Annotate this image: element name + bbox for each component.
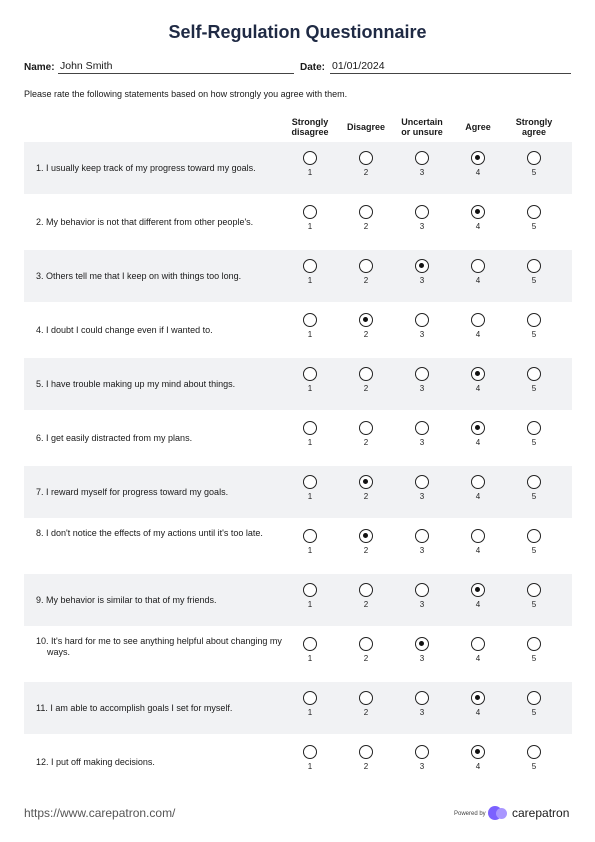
radio-icon[interactable] [527,745,541,759]
rating-option-5 [519,583,549,609]
rating-number: 3 [419,438,425,447]
column-header-1 [280,117,340,137]
rating-option-5 [519,151,549,177]
rating-option-5 [519,205,549,231]
column-header-2 [336,122,396,132]
rating-option-2 [351,475,381,501]
radio-icon[interactable] [527,475,541,489]
radio-icon[interactable] [303,583,317,597]
rating-number: 3 [419,222,425,231]
radio-icon[interactable] [303,367,317,381]
rating-option-1 [295,313,325,339]
radio-icon[interactable] [527,259,541,273]
question-text: 11. I am able to accomplish goals I set for myself. [36,703,233,713]
rating-number: 3 [419,330,425,339]
rating-number: 2 [363,330,369,339]
radio-icon[interactable] [527,151,541,165]
rating-option-4 [463,745,493,771]
rating-number: 5 [531,384,537,393]
rating-option-3 [407,313,437,339]
radio-icon[interactable] [303,259,317,273]
rating-option-2 [351,637,381,663]
radio-icon[interactable] [415,367,429,381]
rating-number: 5 [531,762,537,771]
radio-icon[interactable] [359,205,373,219]
rating-number: 1 [307,222,313,231]
rating-option-1 [295,205,325,231]
rating-option-5 [519,421,549,447]
rating-option-3 [407,421,437,447]
rating-number: 3 [419,762,425,771]
radio-icon[interactable] [471,475,485,489]
rating-number: 1 [307,708,313,717]
rating-number: 4 [475,222,481,231]
radio-selected-icon[interactable] [471,745,485,759]
radio-icon[interactable] [359,583,373,597]
rating-number: 5 [531,492,537,501]
rating-number: 1 [307,384,313,393]
radio-icon[interactable] [359,745,373,759]
radio-selected-icon[interactable] [359,529,373,543]
rating-number: 3 [419,708,425,717]
radio-selected-icon[interactable] [471,205,485,219]
rating-option-5 [519,475,549,501]
rating-number: 4 [475,654,481,663]
radio-icon[interactable] [527,421,541,435]
rating-option-4 [463,421,493,447]
radio-selected-icon[interactable] [415,637,429,651]
instructions: Please rate the following statements based on how strongly you agree with them. [24,89,348,99]
rating-number: 5 [531,168,537,177]
question-row [24,466,572,518]
radio-selected-icon[interactable] [359,313,373,327]
radio-icon[interactable] [471,259,485,273]
name-line[interactable] [58,60,294,74]
radio-icon[interactable] [303,529,317,543]
rating-option-3 [407,691,437,717]
rating-option-1 [295,691,325,717]
rating-option-4 [463,475,493,501]
radio-icon[interactable] [471,529,485,543]
question-text: 5. I have trouble making up my mind about things. [36,379,236,389]
date-value: 01/01/2024 [332,60,385,72]
rating-number: 4 [475,168,481,177]
rating-number: 4 [475,762,481,771]
rating-number: 2 [363,654,369,663]
radio-icon[interactable] [527,205,541,219]
rating-option-5 [519,745,549,771]
rating-number: 5 [531,438,537,447]
rating-option-4 [463,313,493,339]
question-text: 2. My behavior is not that different from other people's. [36,217,254,227]
radio-icon[interactable] [359,151,373,165]
rating-number: 4 [475,330,481,339]
column-header-5 [504,117,564,137]
rating-option-5 [519,637,549,663]
radio-selected-icon[interactable] [471,421,485,435]
column-header-line2: disagree [291,127,329,137]
rating-number: 4 [475,546,481,555]
radio-selected-icon[interactable] [471,151,485,165]
radio-icon[interactable] [527,529,541,543]
rating-number: 2 [363,492,369,501]
rating-number: 3 [419,276,425,285]
rating-option-3 [407,259,437,285]
question-text: 8. I don't notice the effects of my actions until it's too late. [36,528,263,538]
radio-icon[interactable] [359,259,373,273]
rating-option-1 [295,151,325,177]
rating-number: 1 [307,492,313,501]
column-headers [0,117,595,141]
radio-selected-icon[interactable] [359,475,373,489]
powered-by: Powered by [454,811,486,817]
radio-icon[interactable] [471,637,485,651]
radio-selected-icon[interactable] [415,259,429,273]
rating-number: 4 [475,384,481,393]
radio-icon[interactable] [303,313,317,327]
column-header-line1: Uncertain [401,117,443,127]
question-row [24,412,572,464]
rating-option-2 [351,151,381,177]
radio-icon[interactable] [303,205,317,219]
radio-icon[interactable] [527,313,541,327]
rating-option-1 [295,529,325,555]
rating-option-2 [351,313,381,339]
question-row [24,250,572,302]
rating-option-1 [295,583,325,609]
name-value: John Smith [60,60,113,72]
question-row [24,304,572,356]
radio-icon[interactable] [415,529,429,543]
rating-number: 1 [307,276,313,285]
rating-number: 5 [531,546,537,555]
question-row [24,520,572,572]
rating-option-3 [407,583,437,609]
radio-icon[interactable] [471,313,485,327]
rating-number: 1 [307,168,313,177]
rating-number: 4 [475,600,481,609]
question-row [24,358,572,410]
question-row [24,628,572,680]
column-header-3 [392,117,452,137]
rating-option-4 [463,583,493,609]
question-text: 12. I put off making decisions. [36,757,155,767]
column-header-line2: agree [521,127,547,137]
question-text: 1. I usually keep track of my progress toward my goals. [36,163,256,173]
rating-option-4 [463,367,493,393]
rating-option-3 [407,475,437,501]
radio-icon[interactable] [359,367,373,381]
radio-icon[interactable] [415,583,429,597]
question-row [24,142,572,194]
radio-icon[interactable] [415,691,429,705]
rating-number: 3 [419,384,425,393]
rating-number: 1 [307,438,313,447]
rating-number: 1 [307,654,313,663]
date-label: Date: [300,62,326,73]
question-row [24,574,572,626]
rating-option-5 [519,691,549,717]
question-text: 10. It's hard for me to see anything helpful about changing my ways. [36,636,282,657]
column-header-line1: Agree [465,122,491,132]
rating-option-4 [463,529,493,555]
rating-option-5 [519,529,549,555]
radio-icon[interactable] [527,583,541,597]
radio-selected-icon[interactable] [471,691,485,705]
rating-option-4 [463,151,493,177]
radio-icon[interactable] [303,151,317,165]
radio-icon[interactable] [303,475,317,489]
radio-icon[interactable] [303,745,317,759]
rating-number: 5 [531,600,537,609]
column-header-line1: Disagree [346,122,386,132]
radio-icon[interactable] [415,313,429,327]
rating-option-1 [295,421,325,447]
question-text: 3. Others tell me that I keep on with things too long. [36,271,242,281]
question-text: 9. My behavior is similar to that of my friends. [36,595,217,605]
footer-url[interactable]: https://www.carepatron.com/ [24,806,176,820]
page-title: Self-Regulation Questionnaire [168,22,427,42]
rating-option-1 [295,745,325,771]
rating-number: 2 [363,546,369,555]
rating-number: 2 [363,600,369,609]
radio-icon[interactable] [415,151,429,165]
rating-number: 2 [363,168,369,177]
radio-icon[interactable] [303,421,317,435]
radio-icon[interactable] [415,745,429,759]
rating-option-3 [407,745,437,771]
rating-number: 5 [531,222,537,231]
rating-option-2 [351,691,381,717]
question-row [24,736,572,788]
rating-option-3 [407,367,437,393]
rating-number: 5 [531,654,537,663]
rating-option-1 [295,259,325,285]
radio-selected-icon[interactable] [471,583,485,597]
rating-option-1 [295,475,325,501]
rating-number: 1 [307,762,313,771]
rating-number: 1 [307,330,313,339]
column-header-line1: Strongly [515,117,553,127]
rating-number: 1 [307,600,313,609]
rating-option-4 [463,205,493,231]
radio-icon[interactable] [359,421,373,435]
radio-icon[interactable] [527,367,541,381]
rating-option-4 [463,691,493,717]
rating-number: 3 [419,546,425,555]
question-text: 6. I get easily distracted from my plans. [36,433,193,443]
rating-option-4 [463,259,493,285]
rating-number: 2 [363,222,369,231]
rating-option-5 [519,367,549,393]
rating-option-3 [407,529,437,555]
rating-number: 1 [307,546,313,555]
radio-icon[interactable] [303,691,317,705]
carepatron-logo-icon [488,806,510,821]
rating-number: 4 [475,708,481,717]
question-row [24,196,572,248]
question-text: 7. I reward myself for progress toward my goals. [36,487,229,497]
rating-number: 3 [419,600,425,609]
rating-option-3 [407,151,437,177]
rating-number: 3 [419,654,425,663]
rating-option-2 [351,583,381,609]
radio-icon[interactable] [415,475,429,489]
radio-icon[interactable] [415,205,429,219]
brand-name: carepatron [512,806,570,820]
rating-number: 2 [363,762,369,771]
question-text: 4. I doubt I could change even if I wanted to. [36,325,213,335]
date-field [300,60,571,74]
radio-icon[interactable] [359,691,373,705]
rating-option-5 [519,313,549,339]
rating-number: 5 [531,330,537,339]
rating-option-2 [351,529,381,555]
date-line[interactable] [330,60,571,74]
rating-option-4 [463,637,493,663]
rating-number: 2 [363,384,369,393]
question-row [24,682,572,734]
rating-option-1 [295,367,325,393]
radio-icon[interactable] [415,421,429,435]
rating-option-2 [351,205,381,231]
rating-number: 5 [531,276,537,285]
rating-option-3 [407,205,437,231]
radio-icon[interactable] [527,637,541,651]
rating-number: 3 [419,168,425,177]
rating-number: 4 [475,492,481,501]
radio-icon[interactable] [303,637,317,651]
rating-option-3 [407,637,437,663]
rating-number: 4 [475,438,481,447]
rating-option-5 [519,259,549,285]
name-field [24,60,294,74]
rating-number: 2 [363,438,369,447]
radio-icon[interactable] [359,637,373,651]
rating-number: 4 [475,276,481,285]
radio-selected-icon[interactable] [471,367,485,381]
rating-number: 5 [531,708,537,717]
rating-option-2 [351,745,381,771]
rating-option-2 [351,367,381,393]
rating-number: 2 [363,276,369,285]
radio-icon[interactable] [527,691,541,705]
column-header-4 [448,122,508,132]
rating-number: 2 [363,708,369,717]
rating-option-1 [295,637,325,663]
name-label: Name: [24,62,55,73]
rating-option-2 [351,259,381,285]
column-header-line2: or unsure [401,127,443,137]
rating-number: 3 [419,492,425,501]
rating-option-2 [351,421,381,447]
column-header-line1: Strongly [291,117,329,127]
